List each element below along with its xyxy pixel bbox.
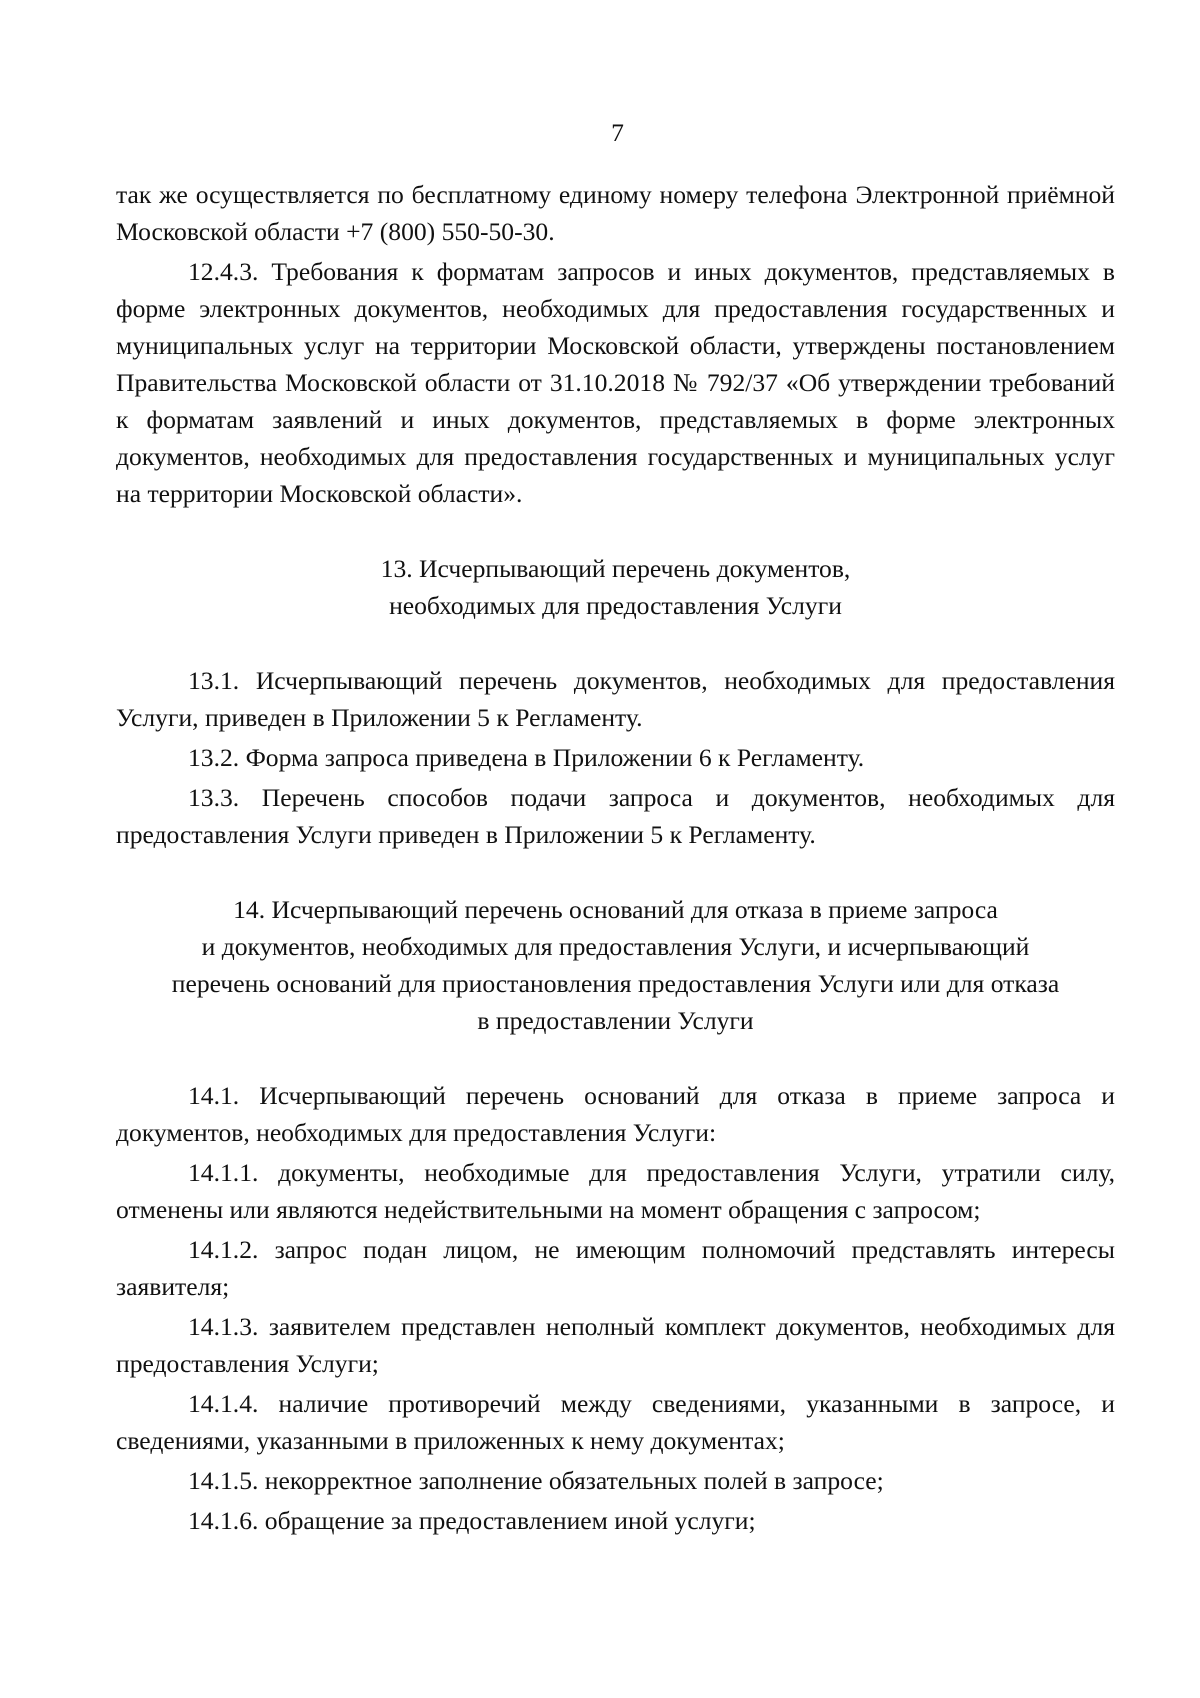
paragraph-12-4-3: 12.4.3. Требования к форматам запросов и иных документов, представляемых в форме электронных документов, необходимых для предоставления государственных и муниципальных услуг на территории Московской области, утверждены постановлением Правительства Московской области от 31.10.2018 № 792/37 «Об утверждении требований к форматам заявлений и иных документов, представляемых в форме электронных документов, необходимых для предоставления государственных и муниципальных услуг на территории Московской области». <box>116 257 1115 508</box>
paragraph-13-3: 13.3. Перечень способов подачи запроса и документов, необходимых для предоставления Услуги приведен в Приложении 5 к Регламенту. <box>116 783 1115 849</box>
page-number: 7 <box>611 118 624 147</box>
section-14-heading <box>116 891 1115 1039</box>
paragraph-13-2: 13.2. Форма запроса приведена в Приложении 6 к Регламенту. <box>188 743 865 772</box>
paragraph-continuation: так же осуществляется по бесплатному единому номеру телефона Электронной приёмной Московской области +7 (800) 550-50-30. <box>116 180 1115 246</box>
paragraph-13-1: 13.1. Исчерпывающий перечень документов, необходимых для предоставления Услуги, приведен в Приложении 5 к Регламенту. <box>116 666 1115 732</box>
section-14-heading-line: 14. Исчерпывающий перечень оснований для отказа в приеме запроса <box>233 895 998 924</box>
paragraph-14-1-5: 14.1.5. некорректное заполнение обязательных полей в запросе; <box>188 1466 884 1495</box>
paragraph-14-1: 14.1. Исчерпывающий перечень оснований для отказа в приеме запроса и документов, необходимых для предоставления Услуги: <box>116 1081 1115 1147</box>
document-body <box>116 176 1115 1542</box>
section-13-heading-line: необходимых для предоставления Услуги <box>389 591 842 620</box>
paragraph-14-1-2: 14.1.2. запрос подан лицом, не имеющим полномочий представлять интересы заявителя; <box>116 1235 1115 1301</box>
section-14-heading-line: в предоставлении Услуги <box>477 1006 754 1035</box>
paragraph-14-1-6: 14.1.6. обращение за предоставлением иной услуги; <box>188 1506 756 1535</box>
section-14-heading-line: и документов, необходимых для предоставления Услуги, и исчерпывающий <box>201 932 1030 961</box>
paragraph-14-1-4: 14.1.4. наличие противоречий между сведениями, указанными в запросе, и сведениями, указанными в приложенных к нему документах; <box>116 1389 1115 1455</box>
section-14-heading-line: перечень оснований для приостановления предоставления Услуги или для отказа <box>171 969 1060 998</box>
paragraph-14-1-3: 14.1.3. заявителем представлен неполный комплект документов, необходимых для предоставления Услуги; <box>116 1312 1115 1378</box>
paragraph-14-1-1: 14.1.1. документы, необходимые для предоставления Услуги, утратили силу, отменены или являются недействительными на момент обращения с запросом; <box>116 1158 1115 1224</box>
section-13-heading-line: 13. Исчерпывающий перечень документов, <box>380 554 851 583</box>
section-13-heading <box>116 550 1115 624</box>
